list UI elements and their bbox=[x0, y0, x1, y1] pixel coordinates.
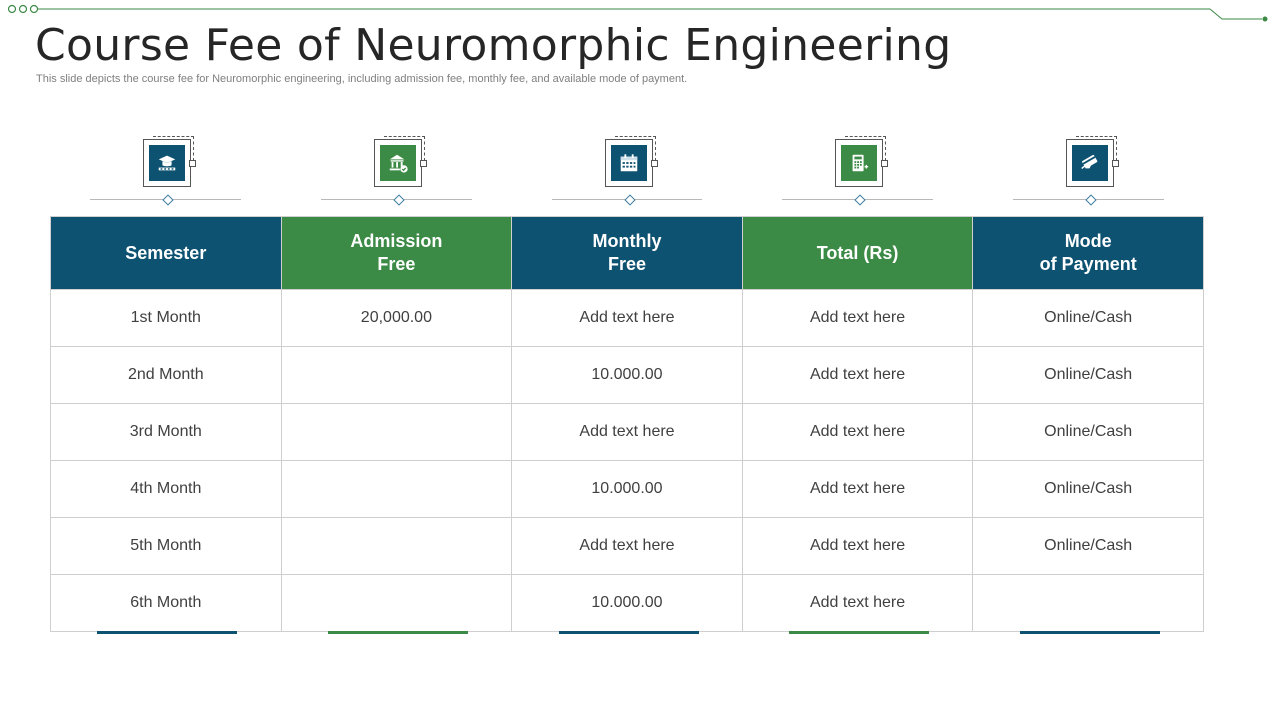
cell-semester: 1st Month bbox=[51, 290, 282, 347]
icon-cell-admission bbox=[281, 136, 512, 206]
column-icon-row bbox=[50, 136, 1204, 206]
table-row bbox=[51, 347, 1204, 404]
page-title: Course Fee of Neuromorphic Engineering bbox=[35, 20, 952, 71]
header-line: Free bbox=[377, 254, 416, 274]
accent-bar bbox=[97, 631, 237, 634]
icon-frame-knob bbox=[189, 160, 196, 167]
cell-total: Add text here bbox=[742, 347, 973, 404]
cell-payment-mode: Online/Cash bbox=[973, 518, 1204, 575]
bank-icon bbox=[380, 145, 416, 181]
cell-semester: 4th Month bbox=[51, 461, 282, 518]
cell-monthly-fee: Add text here bbox=[512, 404, 743, 461]
cell-admission-fee bbox=[281, 461, 512, 518]
icon-cell-payment bbox=[973, 136, 1204, 206]
connector-diamond bbox=[1086, 194, 1097, 205]
header-monthly-fee bbox=[512, 217, 743, 290]
connector-diamond bbox=[624, 194, 635, 205]
accent-bar-slot bbox=[281, 631, 512, 634]
cell-payment-mode bbox=[973, 575, 1204, 632]
icon-frame-knob bbox=[651, 160, 658, 167]
cell-admission-fee bbox=[281, 404, 512, 461]
header-line: Admission bbox=[350, 231, 443, 251]
icon-frame bbox=[143, 139, 191, 187]
accent-bar-slot bbox=[512, 631, 743, 634]
cell-admission-fee: 20,000.00 bbox=[281, 290, 512, 347]
header-line: of Payment bbox=[1039, 254, 1137, 274]
cell-semester: 2nd Month bbox=[51, 347, 282, 404]
table-row bbox=[51, 518, 1204, 575]
card-payment-icon bbox=[1072, 145, 1108, 181]
icon-frame bbox=[1066, 139, 1114, 187]
accent-bar-slot bbox=[973, 631, 1204, 634]
cell-payment-mode: Online/Cash bbox=[973, 461, 1204, 518]
icon-frame-knob bbox=[420, 160, 427, 167]
cell-monthly-fee: Add text here bbox=[512, 518, 743, 575]
table-row bbox=[51, 461, 1204, 518]
table-row bbox=[51, 290, 1204, 347]
cell-admission-fee bbox=[281, 347, 512, 404]
page-subtitle: This slide depicts the course fee for Neuromorphic engineering, including admission fee, monthly fee, and available mode of payment. bbox=[36, 73, 688, 85]
cell-semester: 3rd Month bbox=[51, 404, 282, 461]
connector-diamond bbox=[855, 194, 866, 205]
cell-payment-mode: Online/Cash bbox=[973, 290, 1204, 347]
cell-monthly-fee: Add text here bbox=[512, 290, 743, 347]
cell-total: Add text here bbox=[742, 518, 973, 575]
cell-total: Add text here bbox=[742, 461, 973, 518]
icon-frame bbox=[374, 139, 422, 187]
header-mode-of-payment bbox=[973, 217, 1204, 290]
cell-admission-fee bbox=[281, 575, 512, 632]
calculator-icon bbox=[841, 145, 877, 181]
header-line: Mode bbox=[1064, 231, 1112, 251]
header-line: Free bbox=[607, 254, 646, 274]
icon-cell-monthly bbox=[512, 136, 743, 206]
header-line: Semester bbox=[125, 242, 207, 263]
header-line: Monthly bbox=[592, 231, 662, 251]
column-accent-bars bbox=[50, 631, 1204, 634]
cell-payment-mode: Online/Cash bbox=[973, 404, 1204, 461]
icon-frame-knob bbox=[1112, 160, 1119, 167]
accent-bar-slot bbox=[742, 631, 973, 634]
accent-bar bbox=[1020, 631, 1160, 634]
accent-bar bbox=[328, 631, 468, 634]
connector-diamond bbox=[393, 194, 404, 205]
icon-frame bbox=[835, 139, 883, 187]
table-row bbox=[51, 575, 1204, 632]
cell-semester: 5th Month bbox=[51, 518, 282, 575]
accent-bar-slot bbox=[50, 631, 281, 634]
cell-total: Add text here bbox=[742, 404, 973, 461]
accent-bar bbox=[789, 631, 929, 634]
icon-cell-total bbox=[742, 136, 973, 206]
icon-frame-knob bbox=[881, 160, 888, 167]
education-icon bbox=[149, 145, 185, 181]
header-line: Total (Rs) bbox=[816, 242, 899, 263]
cell-payment-mode: Online/Cash bbox=[973, 347, 1204, 404]
header-admission-fee bbox=[281, 217, 512, 290]
header-total bbox=[742, 217, 973, 290]
course-fee-table bbox=[50, 216, 1204, 632]
cell-monthly-fee: 10.000.00 bbox=[512, 575, 743, 632]
table-header-row bbox=[51, 217, 1204, 290]
icon-cell-semester bbox=[50, 136, 281, 206]
table-row bbox=[51, 404, 1204, 461]
cell-total: Add text here bbox=[742, 575, 973, 632]
cell-total: Add text here bbox=[742, 290, 973, 347]
connector-diamond bbox=[162, 194, 173, 205]
calendar-icon bbox=[611, 145, 647, 181]
header-semester bbox=[51, 217, 282, 290]
accent-bar bbox=[559, 631, 699, 634]
cell-semester: 6th Month bbox=[51, 575, 282, 632]
icon-frame bbox=[605, 139, 653, 187]
cell-admission-fee bbox=[281, 518, 512, 575]
cell-monthly-fee: 10.000.00 bbox=[512, 347, 743, 404]
cell-monthly-fee: 10.000.00 bbox=[512, 461, 743, 518]
